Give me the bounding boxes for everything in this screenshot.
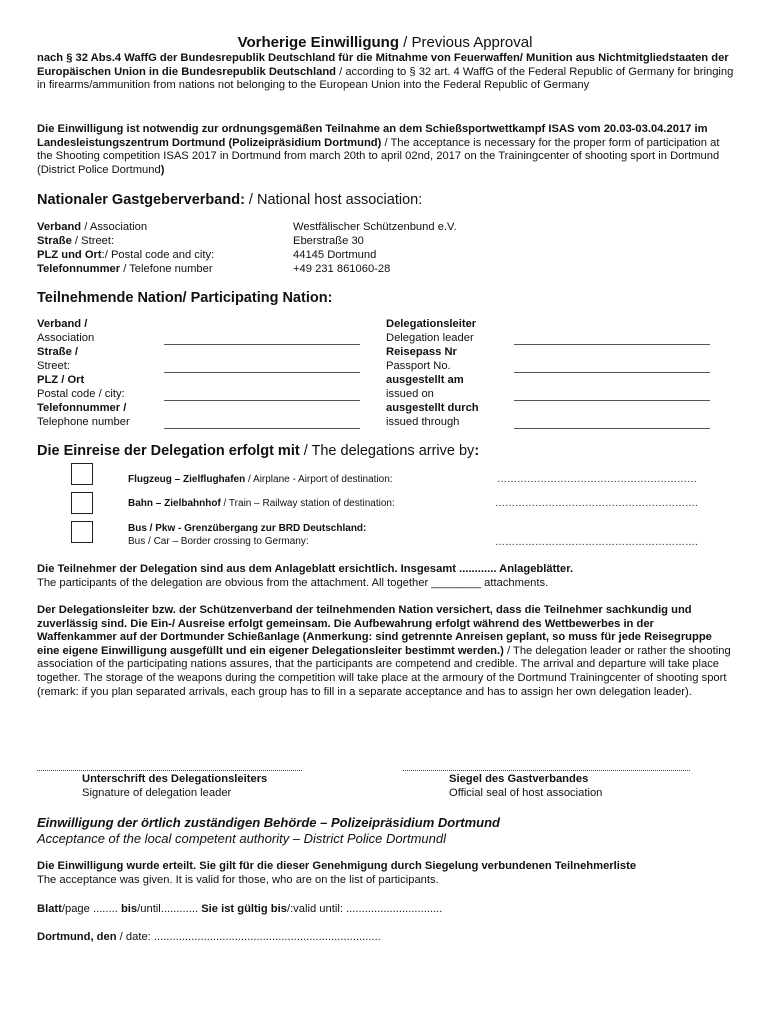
assurance-paragraph xyxy=(37,604,731,699)
field-label-de: Verband / xyxy=(37,318,88,330)
participating-field xyxy=(386,318,476,345)
field-label-en: Association xyxy=(37,331,95,344)
host-label-de: Verband xyxy=(37,221,82,233)
option-label-de-end: : xyxy=(363,523,367,534)
participating-field xyxy=(37,346,78,373)
option-label-de: Bahn – Zielbahnhof xyxy=(128,498,221,509)
host-row xyxy=(37,235,114,249)
host-value: Westfälischer Schützenbund e.V. xyxy=(293,221,457,233)
field-label-de: Telefonnummer / xyxy=(37,402,127,414)
issued-through-input-line[interactable] xyxy=(514,428,710,429)
train-destination-field[interactable]: ……………………………………………………. xyxy=(495,498,698,509)
authority-en: Acceptance of the local competent authority – District Police Dortmundl xyxy=(37,830,446,846)
arrival-heading-en: / The delegations arrive by xyxy=(299,443,475,459)
bus-car-option xyxy=(128,522,366,548)
necessity-paragraph xyxy=(37,123,737,177)
leader-signature-line[interactable] xyxy=(37,770,302,771)
necessity-en: / The acceptance is necessary for the proper form of participation at the Shooting competition ISAS 2017 in Dortmund from march 20th to april 02nd, 2017 on the Trainingcenter of shooting sport in Dortmund (District Police Dortmund xyxy=(37,136,720,176)
given-paragraph xyxy=(37,860,737,887)
attachments-de: Die Teilnehmer der Delegation sind aus dem Anlageblatt ersichtlich. Insgesamt ............ Anlageblätter. xyxy=(37,563,574,575)
participating-heading: Teilnehmende Nation/ Participating Nation: xyxy=(37,290,333,306)
option-label-en: Bus / Car – Border crossing to Germany: xyxy=(128,536,309,547)
host-row xyxy=(37,263,213,277)
host-label-en: / Street: xyxy=(71,235,115,247)
intro-de: nach § 32 Abs.4 WaffG der Bundesrepublik Deutschland für die Mitnahme von Feuerwaffen/ Munition aus Nichtmitgliedstaaten der Europäischen Union in die Bundesrepublik Deutschland xyxy=(37,52,729,78)
postal-city-input-line[interactable] xyxy=(164,400,360,401)
necessity-end: ) xyxy=(160,163,165,176)
seal-caption xyxy=(449,773,602,800)
host-label-de: Straße xyxy=(37,235,72,247)
field-label-de: Reisepass Nr xyxy=(386,346,457,358)
title-de: Vorherige Einwilligung xyxy=(237,34,399,51)
host-label-en: / Association xyxy=(81,221,148,233)
field-label-de: ausgestellt am xyxy=(386,374,464,386)
leader-signature-caption xyxy=(82,773,267,800)
train-option xyxy=(128,497,395,510)
page-validity-row[interactable] xyxy=(37,903,442,917)
page-label-de: Blatt xyxy=(37,903,62,915)
participating-field xyxy=(386,402,479,429)
field-label-en: Street: xyxy=(37,359,70,372)
field-label-de: PLZ / Ort xyxy=(37,374,85,386)
arrival-heading-end: : xyxy=(474,443,480,459)
delegation-leader-input-line[interactable] xyxy=(514,344,710,345)
option-label-de: Flugzeug – Zielflughafen xyxy=(128,474,246,485)
telephone-input-line[interactable] xyxy=(164,428,360,429)
host-heading-en: / National host association: xyxy=(244,192,423,208)
given-en: The acceptance was given. It is valid for those, who are on the list of participants. xyxy=(37,873,439,886)
border-crossing-field[interactable]: ……………………………………………………. xyxy=(495,537,698,548)
field-label-de: Delegationsleiter xyxy=(386,318,477,330)
host-label-de: PLZ und Ort xyxy=(37,249,102,261)
host-label-en: / Telefone number xyxy=(120,263,213,275)
field-label-en: issued on xyxy=(386,387,434,400)
association-input-line[interactable] xyxy=(164,344,360,345)
field-label-en: Passport No. xyxy=(386,359,451,372)
airplane-destination-field[interactable]: …………………………………………………… xyxy=(497,474,697,485)
until-label-en: /until............ xyxy=(137,903,202,915)
attachments-en: The participants of the delegation are obvious from the attachment. All together ________ attachments. xyxy=(37,576,549,589)
field-label-en: issued through xyxy=(386,415,460,428)
host-value: 44145 Dortmund xyxy=(293,249,377,261)
attachments-paragraph xyxy=(37,563,737,590)
host-heading-de: Nationaler Gastgeberverband: xyxy=(37,192,245,208)
issued-on-input-line[interactable] xyxy=(514,400,710,401)
valid-label-en: /:valid until: ............................... xyxy=(286,903,443,915)
airplane-checkbox[interactable] xyxy=(71,463,93,485)
field-label-de: ausgestellt durch xyxy=(386,402,479,414)
authority-heading xyxy=(37,815,500,846)
intro-en: / according to § 32 art. 4 WaffG of the Federal Republic of Germany for bringing in firearms/ammunition from nations not belonging to the European Union into the Federal Republic of Germany xyxy=(37,65,734,92)
field-label-en: Postal code / city: xyxy=(37,387,125,400)
option-label-en: / Train – Railway station of destination: xyxy=(220,498,395,509)
participating-field xyxy=(37,402,130,429)
airplane-option xyxy=(128,473,393,486)
host-row xyxy=(37,249,214,263)
train-checkbox[interactable] xyxy=(71,492,93,514)
date-label-de: Dortmund, den xyxy=(37,931,117,943)
seal-caption-de: Siegel des Gastverbandes xyxy=(449,773,589,785)
participating-field xyxy=(37,318,94,345)
participating-field xyxy=(386,346,457,373)
field-label-en: Telephone number xyxy=(37,415,130,428)
intro-paragraph xyxy=(37,52,737,93)
arrival-heading xyxy=(37,443,479,460)
authority-de: Einwilligung der örtlich zuständigen Behörde – Polizeipräsidium Dortmund xyxy=(37,815,500,830)
street-input-line[interactable] xyxy=(164,372,360,373)
arrival-heading-de: Die Einreise der Delegation erfolgt mit xyxy=(37,443,300,459)
host-label-en: :/ Postal code and city: xyxy=(101,249,215,261)
assurance-de: Der Delegationsleiter bzw. der Schützenverband der teilnehmenden Nation versichert, dass die Teilnehmer sachkundig und zuverlässig sind. Die Ein-/ Ausreise erfolgt gemeinsam. Die Aufbewahrung erfolgt während des Wettbewerbes in der Waffenkammer auf der Dortmunder Schießanlage (Anmerkung: sind getrennte Anreisen geplant, so muss für jede Reisegruppe eine eigene Einwilligung ausgefüllt und ein eigener Delegationsleiter bestimmt werden.) xyxy=(37,604,712,657)
bus-car-checkbox[interactable] xyxy=(71,521,93,543)
field-label-en: Delegation leader xyxy=(386,331,474,344)
field-label-de: Straße / xyxy=(37,346,79,358)
date-row[interactable] xyxy=(37,931,381,945)
option-label-en: / Airplane - Airport of destination: xyxy=(245,474,393,485)
date-label-en: / date: ......................................................................... xyxy=(116,931,381,943)
valid-label-de: Sie ist gültig bis xyxy=(201,903,287,915)
host-label-de: Telefonnummer xyxy=(37,263,121,275)
signature-caption-en: Signature of delegation leader xyxy=(82,786,232,799)
necessity-de: Die Einwilligung ist notwendig zur ordnungsgemäßen Teilnahme an dem Schießsportwettkampf ISAS vom 20.03-03.04.2017 im Landesleistungszentrum Dortmund (Polizeipräsidium Dortmund) xyxy=(37,123,708,149)
host-value: +49 231 861060-28 xyxy=(293,263,391,275)
given-de: Die Einwilligung wurde erteilt. Sie gilt für die dieser Genehmigung durch Siegelung verbundenen Teilnehmerliste xyxy=(37,860,637,872)
host-row xyxy=(37,221,147,235)
host-heading xyxy=(37,192,422,209)
participating-field xyxy=(386,374,464,401)
page-title xyxy=(0,34,770,52)
page-label-en: /page ........ xyxy=(61,903,121,915)
seal-line[interactable] xyxy=(403,770,690,771)
host-value: Eberstraße 30 xyxy=(293,235,364,247)
until-label-de: bis xyxy=(120,903,138,915)
seal-caption-en: Official seal of host association xyxy=(449,786,603,799)
title-en: / Previous Approval xyxy=(399,34,533,51)
assurance-en: / The delegation leader or rather the shooting association of the participating nations assures, that the participants are competend and credible. The arrival and departure will take place together. The storage of the weapons during the competition will take place at the armoury of the Dortmund Trainingcenter of shooting sport (remark: if you plan separated arrivals, each group has to fill in a separate acceptance and has to assign her own delegation leader). xyxy=(37,644,731,698)
signature-caption-de: Unterschrift des Delegationsleiters xyxy=(82,773,268,785)
participating-field xyxy=(37,374,125,401)
passport-input-line[interactable] xyxy=(514,372,710,373)
option-label-de: Bus / Pkw - Grenzübergang zur BRD Deutschland xyxy=(128,523,364,534)
